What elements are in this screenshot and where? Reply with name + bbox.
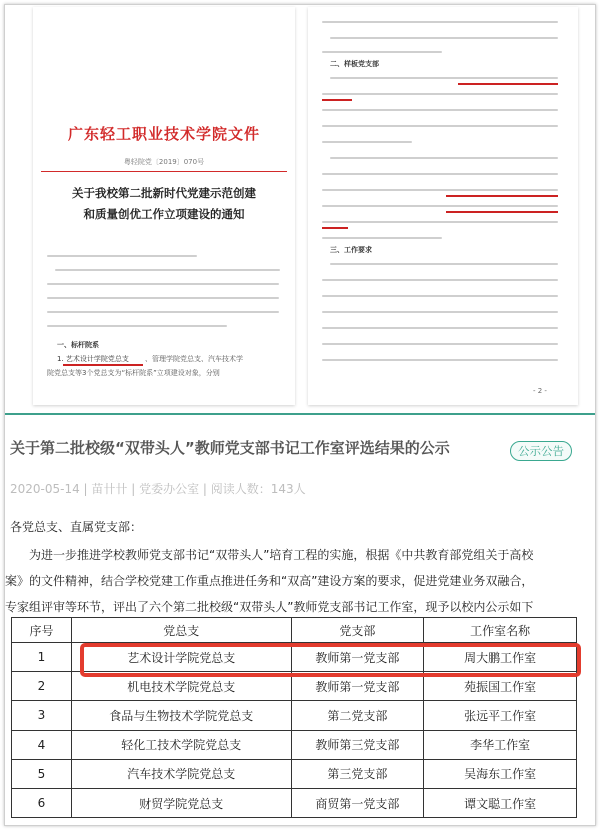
red-underline	[322, 99, 352, 101]
cell-party-committee: 轻化工技术学院党总支	[71, 730, 291, 759]
section-heading-benchmark: 一、标杆院系	[57, 341, 99, 349]
table-row	[12, 701, 577, 730]
announcement-salutation: 各党总支、直属党支部：	[10, 520, 143, 534]
announcement-category-badge[interactable]: 公示公告	[510, 441, 572, 461]
cell-studio-name: 张远平工作室	[424, 701, 577, 730]
cell-index: 5	[12, 759, 72, 788]
red-underline	[446, 211, 558, 213]
announcement-paragraph-line-2: 案》的文件精神，结合学校党建工作重点推进任务和“双高”建设方案的要求，促进党建业务双融合，	[5, 574, 534, 588]
document-page-left	[33, 7, 295, 405]
screenshot-frame	[4, 4, 596, 826]
red-divider-line	[41, 171, 287, 172]
following-unit-text: 、管理学院党总支、汽车技术学	[145, 355, 243, 363]
highlighted-unit-text: 1. 艺术设计学院党总支	[57, 355, 129, 363]
cell-index: 3	[12, 701, 72, 730]
header-party-committee: 党总支	[71, 618, 291, 643]
cell-party-branch: 商贸第一党支部	[291, 788, 424, 817]
red-underline	[63, 364, 143, 366]
table-row	[12, 759, 577, 788]
announcement-title: 关于第二批校级“双带头人”教师党支部书记工作室评选结果的公示	[10, 439, 450, 457]
section-heading-requirements: 三、工作要求	[330, 246, 372, 254]
cell-index: 2	[12, 672, 72, 701]
cell-party-branch: 第三党支部	[291, 759, 424, 788]
document-page-right	[308, 7, 578, 405]
announcement-paragraph-line-1: 为进一步推进学校教师党支部书记“双带头人”培育工程的实施，根据《中共教育部党组关于高校	[5, 548, 534, 562]
section-separator	[5, 413, 595, 415]
cell-party-branch: 第二党支部	[291, 701, 424, 730]
red-underline	[322, 227, 348, 229]
cell-party-committee: 机电技术学院党总支	[71, 672, 291, 701]
header-party-branch: 党支部	[291, 618, 424, 643]
table-row	[12, 788, 577, 817]
header-studio-name: 工作室名称	[424, 618, 577, 643]
cell-index: 6	[12, 788, 72, 817]
document-org-header: 广东轻工职业技术学院文件	[67, 125, 260, 143]
table-row	[12, 730, 577, 759]
page-number: - 2 -	[533, 387, 547, 395]
red-underline	[446, 195, 558, 197]
cell-party-branch: 教师第一党支部	[291, 672, 424, 701]
cell-studio-name: 周大鹏工作室	[424, 643, 577, 672]
cell-party-committee: 艺术设计学院党总支	[71, 643, 291, 672]
document-title-line-1: 关于我校第二批新时代党建示范创建	[72, 186, 256, 200]
cell-party-committee: 食品与生物技术学院党总支	[71, 701, 291, 730]
table-header-row	[12, 618, 577, 643]
document-title-line-2: 和质量创优工作立项建设的通知	[83, 207, 245, 221]
highlight-box	[80, 643, 581, 677]
cell-party-branch: 教师第三党支部	[291, 730, 424, 759]
cell-index: 4	[12, 730, 72, 759]
cell-studio-name: 谭文聪工作室	[424, 788, 577, 817]
cell-index: 1	[12, 643, 72, 672]
announcement-paragraph-line-3: 专家组评审等环节，评出了六个第二批校级“双带头人”教师党支部书记工作室，现予以校内公示如下	[5, 600, 534, 614]
cell-party-committee: 财贸学院党总支	[71, 788, 291, 817]
document-number: 粤轻院党〔2019〕070号	[123, 158, 205, 166]
cell-studio-name: 苑振国工作室	[424, 672, 577, 701]
cell-studio-name: 李华工作室	[424, 730, 577, 759]
header-index: 序号	[12, 618, 72, 643]
section-heading-model-branch: 二、样板党支部	[330, 60, 379, 68]
announcement-meta: 2020-05-14 | 苗卄卄 | 党委办公室 | 阅读人数：143人	[10, 482, 306, 496]
document-title	[33, 183, 295, 225]
cell-party-committee: 汽车技术学院党总支	[71, 759, 291, 788]
next-line-text: 院党总支等3个党总支为“标杆院系”立项建设对象，分别	[47, 369, 220, 377]
cell-studio-name: 吴海东工作室	[424, 759, 577, 788]
cell-party-branch: 教师第一党支部	[291, 643, 424, 672]
red-underline	[458, 83, 558, 85]
